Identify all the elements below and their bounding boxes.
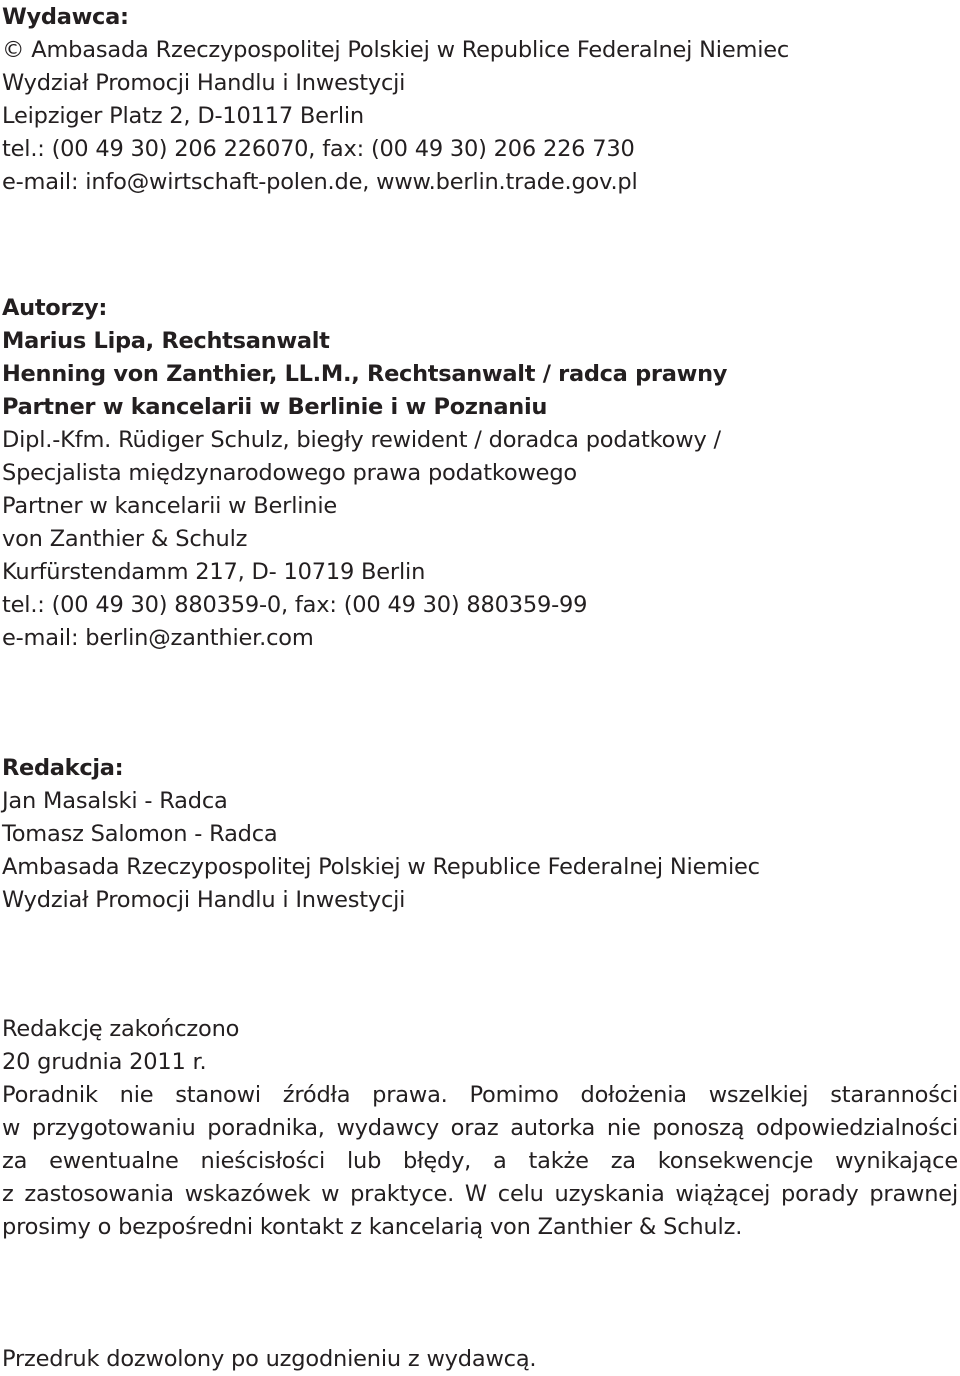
publisher-line: Wydział Promocji Handlu i Inwestycji <box>2 70 406 96</box>
publisher-phone-line: tel.: (00 49 30) 206 226070, fax: (00 49 30) 206 226 730 <box>2 136 635 162</box>
author-detail-line: Specjalista międzynarodowego prawa podatkowego <box>2 460 577 486</box>
editorial-heading: Redakcja: <box>2 755 124 781</box>
disclaimer-line: z zastosowania wskazówek w praktyce. W celu uzyskania wiążącej porady prawnej <box>2 1181 958 1207</box>
firm-name-line: von Zanthier & Schulz <box>2 526 248 552</box>
closing-section <box>2 1013 958 1244</box>
completion-date: 20 grudnia 2011 r. <box>2 1049 207 1075</box>
editor-line: Tomasz Salomon - Radca <box>2 821 278 847</box>
authors-heading: Autorzy: <box>2 295 108 321</box>
disclaimer-line: Poradnik nie stanowi źródła prawa. Pomimo dołożenia wszelkiej staranności <box>2 1082 958 1108</box>
author-detail-line: Dipl.-Kfm. Rüdiger Schulz, biegły rewident / doradca podatkowy / <box>2 427 721 453</box>
publisher-contact-line: e-mail: info@wirtschaft-polen.de, www.berlin.trade.gov.pl <box>2 169 638 195</box>
completion-label: Redakcję zakończono <box>2 1016 240 1042</box>
publisher-line: Leipziger Platz 2, D-10117 Berlin <box>2 103 364 129</box>
editor-line: Jan Masalski - Radca <box>2 788 228 814</box>
publisher-section <box>2 1 958 199</box>
firm-email-line: e-mail: berlin@zanthier.com <box>2 625 314 651</box>
disclaimer-last-line: prosimy o bezpośredni kontakt z kancelarią von Zanthier & Schulz. <box>2 1214 743 1240</box>
firm-address-line: Kurfürstendamm 217, D- 10719 Berlin <box>2 559 426 585</box>
author-line: Henning von Zanthier, LL.M., Rechtsanwalt / radca prawny <box>2 361 728 387</box>
reprint-notice: Przedruk dozwolony po uzgodnieniu z wydawcą. <box>2 1346 537 1372</box>
author-detail-line: Partner w kancelarii w Berlinie <box>2 493 338 519</box>
editorial-department-line: Wydział Promocji Handlu i Inwestycji <box>2 887 406 913</box>
editorial-section <box>2 752 958 917</box>
publisher-heading: Wydawca: <box>2 4 129 30</box>
authors-section <box>2 292 958 655</box>
editorial-institution-line: Ambasada Rzeczypospolitej Polskiej w Republice Federalnej Niemiec <box>2 854 760 880</box>
author-line: Marius Lipa, Rechtsanwalt <box>2 328 330 354</box>
firm-phone-line: tel.: (00 49 30) 880359-0, fax: (00 49 30) 880359-99 <box>2 592 588 618</box>
disclaimer-line: w przygotowaniu poradnika, wydawcy oraz autorka nie ponoszą odpowiedzialności <box>2 1115 958 1141</box>
author-line: Partner w kancelarii w Berlinie i w Poznaniu <box>2 394 548 420</box>
reprint-section <box>2 1343 958 1376</box>
disclaimer-line: za ewentualne nieścisłości lub błędy, a także za konsekwencje wynikające <box>2 1148 958 1174</box>
publisher-line: © Ambasada Rzeczypospolitej Polskiej w Republice Federalnej Niemiec <box>2 37 790 63</box>
